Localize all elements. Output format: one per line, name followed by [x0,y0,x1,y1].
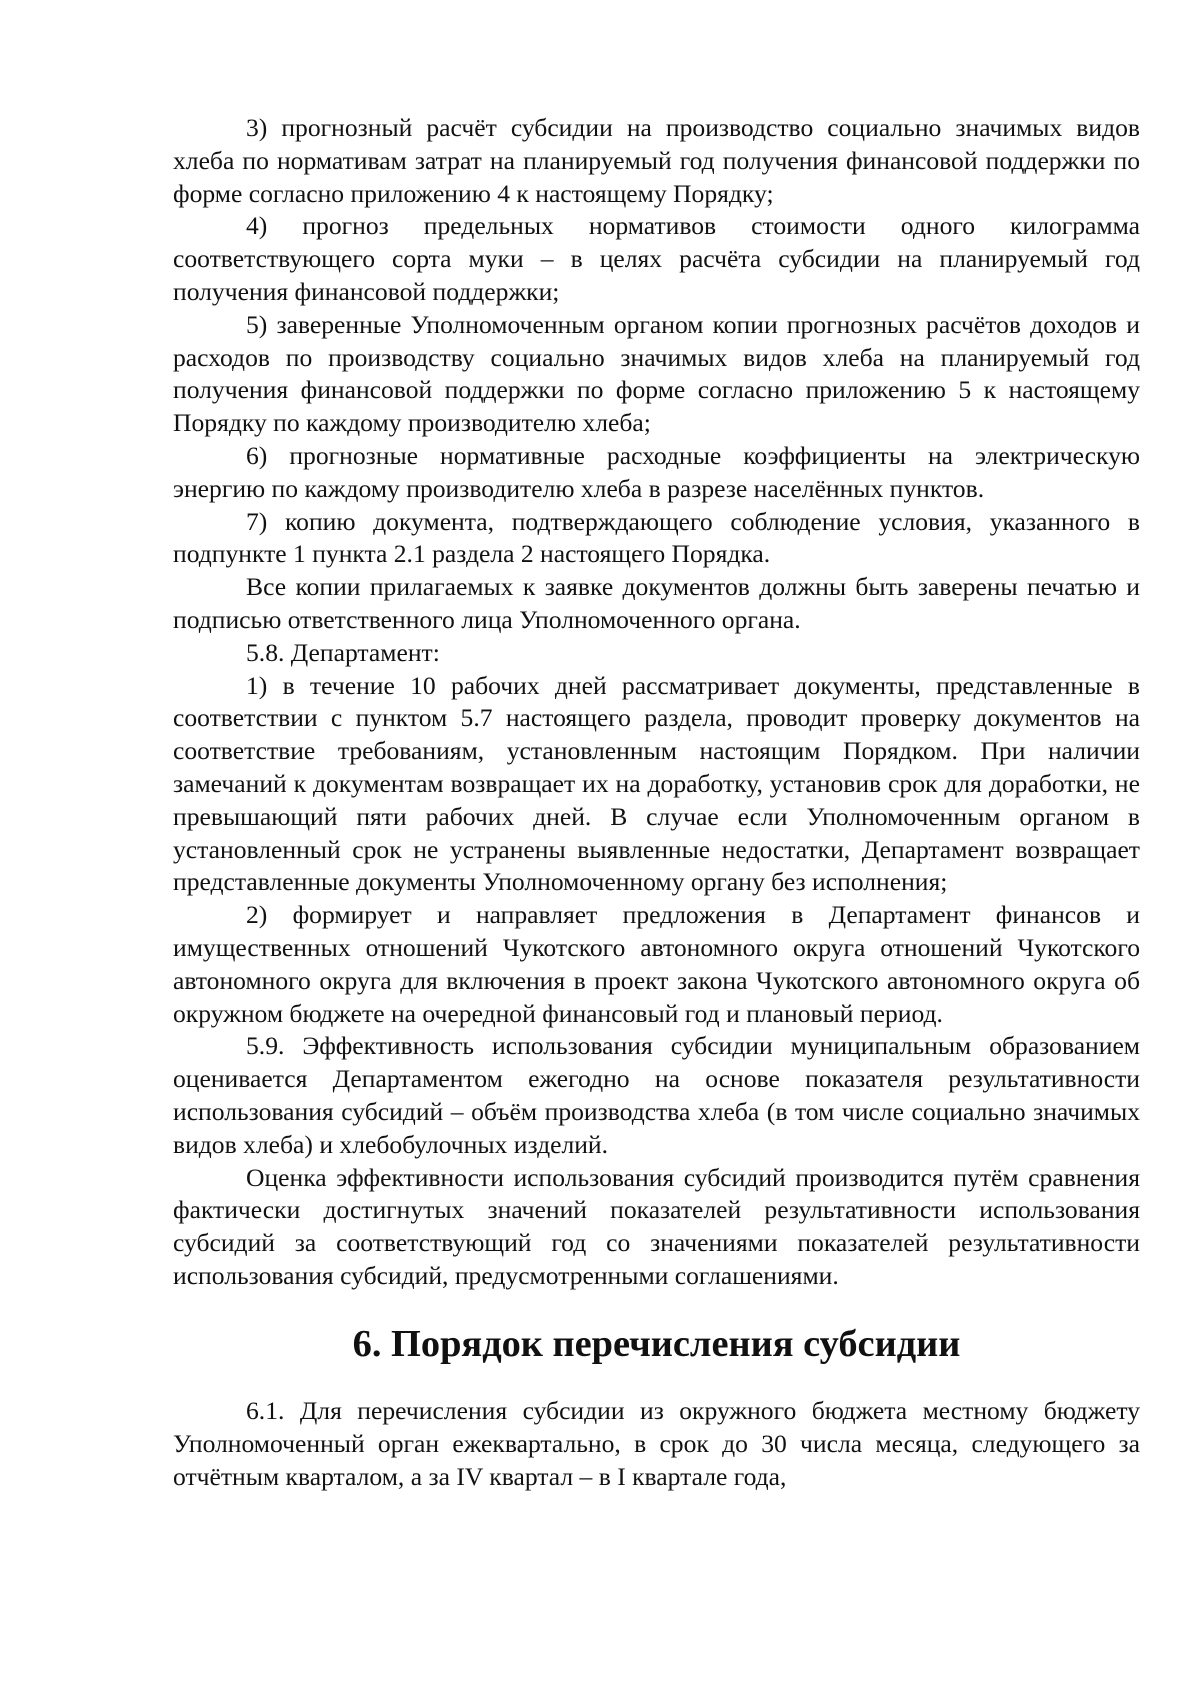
paragraph-item-5: 5) заверенные Уполномоченным органом копии прогнозных расчётов доходов и расходов по производству социально значимых видов хлеба на планируемый год получения финансовой поддержки по форме согласно приложению 5 к настоящему Порядку по каждому производителю хлеба; [173,309,1140,438]
document-page [173,112,1140,1494]
paragraph-5-8-item-2: 2) формирует и направляет предложения в Департамент финансов и имущественных отношений Чукотского автономного округа отношений Чукотского автономного округа для включения в проект закона Чукотского автономного округа об окружном бюджете на очередной финансовый год и плановый период. [173,900,1140,1028]
paragraph-item-7: 7) копию документа, подтверждающего соблюдение условия, указанного в подпункте 1 пункта 2.1 раздела 2 настоящего Порядка. [173,506,1140,569]
section-heading: 6. Порядок перечисления субсидии [352,1322,961,1365]
paragraph-copies-note: Все копии прилагаемых к заявке документов должны быть заверены печатью и подписью ответственного лица Уполномоченного органа. [173,572,1140,634]
paragraph-5-8: 5.8. Департамент: [246,637,440,667]
paragraph-item-3: 3) прогнозный расчёт субсидии на производство социально значимых видов хлеба по нормативам затрат на планируемый год получения финансовой поддержки по форме согласно приложению 4 к настоящему Порядку; [173,113,1140,208]
paragraph-6-1: 6.1. Для перечисления субсидии из окружного бюджета местному бюджету Уполномоченный орган ежеквартально, в срок до 30 числа месяца, следующего за отчётным кварталом, а за IV квартал – в I квартале года, [173,1396,1140,1492]
paragraph-5-9: 5.9. Эффективность использования субсидии муниципальным образованием оценивается Департаментом ежегодно на основе показателя результативности использования субсидий – объём производства хлеба (в том числе социально значимых видов хлеба) и хлебобулочных изделий. [173,1031,1140,1159]
paragraph-5-8-item-1: 1) в течение 10 рабочих дней рассматривает документы, представленные в соответствии с пунктом 5.7 настоящего раздела, проводит проверку документов на соответствие требованиям, установленным настоящим Порядком. При наличии замечаний к документам возвращает их на доработку, установив срок для доработки, не превышающий пяти рабочих дней. В случае если Уполномоченным органом в установленный срок не устранены выявленные недостатки, Департамент возвращает представленные документы Уполномоченному органу без исполнения; [173,670,1140,897]
paragraph-item-4: 4) прогноз предельных нормативов стоимости одного килограмма соответствующего сорта муки – в целях расчёта субсидии на планируемый год получения финансовой поддержки; [173,211,1140,306]
paragraph-item-6: 6) прогнозные нормативные расходные коэффициенты на электрическую энергию по каждому производителю хлеба в разрезе населённых пунктов. [173,440,1140,503]
paragraph-evaluation: Оценка эффективности использования субсидий производится путём сравнения фактически достигнутых значений показателей результативности использования субсидий за соответствующий год со значениями показателей результативности использования субсидий, предусмотренными соглашениями. [173,1162,1140,1290]
